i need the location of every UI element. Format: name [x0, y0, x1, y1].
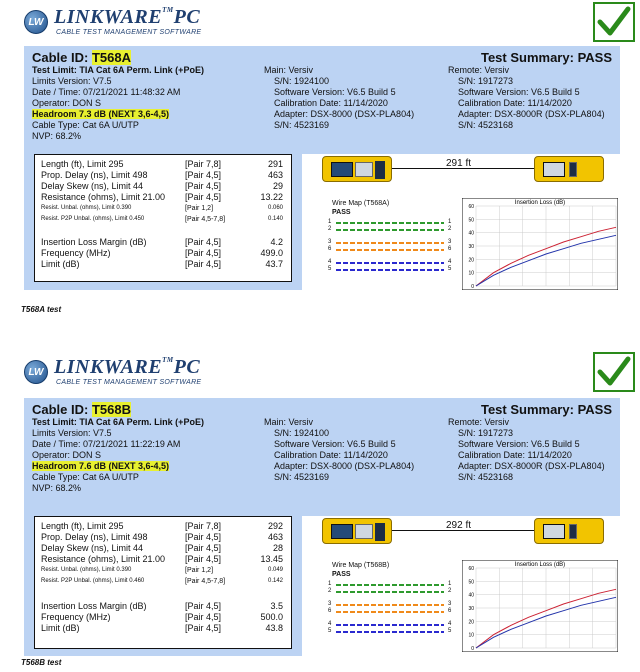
insertion-loss-chart	[462, 560, 618, 652]
wire-pin-left: 5	[328, 266, 332, 272]
measurement-value: 291	[267, 159, 283, 169]
green-checkmark-icon	[593, 2, 635, 42]
wire-pin-left: 5	[328, 628, 332, 634]
measurement-label: Prop. Delay (ns), Limit 498	[41, 170, 148, 180]
cable-id: Cable ID: T568A	[32, 50, 131, 65]
wire-pin-right: 5	[448, 266, 452, 272]
wire-pair-line	[336, 584, 444, 586]
chart-ytick-label: 50	[468, 217, 474, 224]
margin-pair: [Pair 4,5]	[185, 237, 222, 247]
remote-tester-icon	[534, 518, 604, 544]
measurement-pair: [Pair 7,8]	[185, 159, 222, 169]
wire-pin-right: 2	[448, 588, 452, 594]
wire-pin-left: 1	[328, 219, 332, 225]
measurement-value: 28	[272, 543, 283, 553]
brand-subtitle: CABLE TEST MANAGEMENT SOFTWARE	[56, 29, 202, 36]
operator: Operator: DON S	[32, 98, 102, 108]
wire-pin-left: 4	[328, 621, 332, 627]
wire-pin-left: 3	[328, 239, 332, 245]
wire-pair-line	[336, 631, 444, 633]
logo-header	[18, 350, 635, 392]
chart-ytick-label: 0	[471, 284, 474, 290]
headroom: Headroom 7.6 dB (NEXT 3,6-4,5)	[32, 461, 170, 471]
measurement-value: 13.22	[260, 192, 283, 202]
main-info-line: Main: Versiv	[264, 417, 314, 427]
measurement-pair: [Pair 4,5]	[185, 192, 222, 202]
date-time: Date / Time: 07/21/2021 11:22:19 AM	[32, 439, 181, 449]
logo-header	[18, 0, 635, 42]
graphics-area	[302, 154, 620, 290]
wire-map	[328, 218, 454, 284]
measurement-label: Delay Skew (ns), Limit 44	[41, 181, 144, 191]
measurement-pair: [Pair 1,2]	[185, 205, 214, 212]
measurement-pair: [Pair 4,5]	[185, 181, 222, 191]
measurements-table	[34, 154, 292, 282]
wire-pair-line	[336, 611, 444, 613]
margin-label: Insertion Loss Margin (dB)	[41, 237, 147, 247]
brand-name: LINKWARE™PC	[54, 356, 201, 378]
wire-pin-right: 1	[448, 219, 452, 225]
measurement-value: 0.140	[267, 216, 283, 222]
remote-info-line: Calibration Date: 11/14/2020	[458, 450, 572, 460]
report-panel	[24, 398, 620, 656]
wire-pin-left: 2	[328, 588, 332, 594]
wire-pin-left: 2	[328, 226, 332, 232]
linkware-logo-icon: LW	[24, 10, 48, 34]
limits-version: Limits Version: V7.5	[32, 76, 112, 86]
test-limit: Test Limit: TIA Cat 6A Perm. Link (+PoE)	[32, 417, 204, 427]
measurement-value: 463	[267, 170, 283, 180]
main-info-line: S/N: 4523169	[274, 472, 330, 482]
margin-pair: [Pair 4,5]	[185, 601, 222, 611]
margin-label: Limit (dB)	[41, 259, 80, 269]
operator: Operator: DON S	[32, 450, 102, 460]
report-panel	[24, 46, 620, 290]
measurement-label: Length (ft), Limit 295	[41, 159, 124, 169]
nvp: NVP: 68.2%	[32, 483, 82, 493]
margin-pair: [Pair 4,5]	[185, 259, 222, 269]
wire-pair-line	[336, 249, 444, 251]
measurement-label: Resist. Unbal. (ohms), Limit 0.390	[41, 567, 132, 573]
chart-frame	[462, 198, 618, 290]
main-info-line: Software Version: V6.5 Build 5	[274, 439, 396, 449]
remote-info-line: S/N: 1917273	[458, 76, 514, 86]
measurement-pair: [Pair 4,5]	[185, 170, 222, 180]
wire-pin-left: 3	[328, 601, 332, 607]
measurement-value: 292	[267, 521, 283, 531]
chart-ytick-label: 60	[468, 566, 474, 572]
wire-pin-right: 4	[448, 621, 452, 627]
wiremap-title: Wire Map (T568B)	[332, 562, 390, 569]
remote-info-line: Adapter: DSX-8000R (DSX-PLA804)	[458, 461, 605, 471]
measurements-table	[34, 516, 292, 649]
remote-info-line: Software Version: V6.5 Build 5	[458, 87, 580, 97]
wire-pair-line	[336, 591, 444, 593]
report-caption: T568B test	[21, 658, 62, 667]
margin-value: 4.2	[270, 237, 283, 247]
measurement-value: 29	[272, 181, 283, 191]
chart-ytick-label: 20	[468, 619, 474, 626]
chart-ytick-label: 20	[468, 257, 474, 264]
cable-type: Cable Type: Cat 6A U/UTP	[32, 120, 139, 130]
wire-pin-right: 3	[448, 601, 452, 607]
main-info-line: Calibration Date: 11/14/2020	[274, 450, 388, 460]
chart-ytick-label: 40	[468, 592, 474, 599]
measurement-value: 0.060	[267, 205, 283, 211]
test-report	[18, 0, 635, 314]
chart-ytick-label: 30	[468, 244, 474, 250]
date-time: Date / Time: 07/21/2021 11:48:32 AM	[32, 87, 181, 97]
remote-info-line: Remote: Versiv	[448, 65, 510, 75]
measurement-label: Length (ft), Limit 295	[41, 521, 124, 531]
wire-pin-right: 4	[448, 259, 452, 265]
chart-ytick-label: 10	[468, 270, 474, 277]
margin-pair: [Pair 4,5]	[185, 623, 222, 633]
cable-type: Cable Type: Cat 6A U/UTP	[32, 472, 139, 482]
nvp: NVP: 68.2%	[32, 131, 82, 141]
main-tester-icon	[322, 156, 392, 182]
margin-label: Frequency (MHz)	[41, 612, 111, 622]
main-info-line: S/N: 1924100	[274, 76, 330, 86]
measurement-label: Resistance (ohms), Limit 21.00	[41, 554, 166, 564]
margin-value: 500.0	[260, 612, 283, 622]
wire-pin-left: 6	[328, 608, 332, 614]
measurement-pair: [Pair 4,5-7,8]	[185, 216, 226, 223]
wire-pair-line	[336, 242, 444, 244]
wire-pin-right: 2	[448, 226, 452, 232]
graphics-area	[302, 516, 620, 656]
main-info-line: S/N: 4523169	[274, 120, 330, 130]
margin-value: 3.5	[270, 601, 283, 611]
remote-tester-icon	[534, 156, 604, 182]
remote-info-line: S/N: 1917273	[458, 428, 514, 438]
length-display: 292 ft	[446, 520, 472, 531]
measurement-pair: [Pair 1,2]	[185, 567, 214, 574]
test-summary: Test Summary: PASS	[480, 402, 612, 417]
main-info-line: Adapter: DSX-8000 (DSX-PLA804)	[274, 109, 415, 119]
wire-pin-right: 1	[448, 581, 452, 587]
cable-id: Cable ID: T568B	[32, 402, 131, 417]
remote-info-line: S/N: 4523168	[458, 120, 514, 130]
measurement-label: Resist. P2P Unbal. (ohms), Limit 0.460	[41, 578, 145, 584]
length-display: 291 ft	[446, 158, 472, 169]
test-summary: Test Summary: PASS	[480, 50, 612, 65]
remote-info-line: Software Version: V6.5 Build 5	[458, 439, 580, 449]
measurement-pair: [Pair 4,5]	[185, 543, 222, 553]
green-checkmark-icon	[593, 352, 635, 392]
chart-title: Insertion Loss (dB)	[514, 200, 566, 206]
wire-map	[328, 580, 454, 646]
chart-ytick-label: 30	[468, 606, 474, 612]
main-info-line: S/N: 1924100	[274, 428, 330, 438]
wire-pair-line	[336, 624, 444, 626]
chart-ytick-label: 10	[468, 632, 474, 639]
measurement-pair: [Pair 4,5]	[185, 554, 222, 564]
measurement-value: 0.142	[267, 578, 283, 584]
wire-pin-left: 1	[328, 581, 332, 587]
margin-pair: [Pair 4,5]	[185, 612, 222, 622]
brand-name: LINKWARE™PC	[54, 6, 201, 28]
measurement-value: 463	[267, 532, 283, 542]
margin-value: 43.7	[265, 259, 283, 269]
measurement-value: 13.45	[260, 554, 283, 564]
test-report	[18, 350, 635, 667]
main-info-line: Main: Versiv	[264, 65, 314, 75]
measurement-label: Resist. Unbal. (ohms), Limit 0.390	[41, 205, 132, 211]
margin-label: Insertion Loss Margin (dB)	[41, 601, 147, 611]
chart-title: Insertion Loss (dB)	[514, 562, 566, 568]
wire-pin-right: 6	[448, 608, 452, 614]
measurement-value: 0.049	[267, 567, 283, 573]
measurement-label: Prop. Delay (ns), Limit 498	[41, 532, 148, 542]
remote-info-line: Calibration Date: 11/14/2020	[458, 98, 572, 108]
wire-pair-line	[336, 222, 444, 224]
limits-version: Limits Version: V7.5	[32, 428, 112, 438]
margin-label: Limit (dB)	[41, 623, 80, 633]
linkware-logo-icon: LW	[24, 360, 48, 384]
chart-frame	[462, 560, 618, 652]
chart-ytick-label: 60	[468, 204, 474, 210]
wire-pin-left: 6	[328, 246, 332, 252]
wire-pair-line	[336, 262, 444, 264]
wire-pair-line	[336, 604, 444, 606]
wiremap-status: PASS	[332, 571, 351, 578]
chart-ytick-label: 40	[468, 230, 474, 237]
wire-pair-line	[336, 269, 444, 271]
wiremap-status: PASS	[332, 209, 351, 216]
remote-info-line: Adapter: DSX-8000R (DSX-PLA804)	[458, 109, 605, 119]
chart-ytick-label: 50	[468, 579, 474, 586]
main-info-line: Calibration Date: 11/14/2020	[274, 98, 388, 108]
wire-pin-right: 3	[448, 239, 452, 245]
insertion-loss-chart	[462, 198, 618, 290]
measurement-pair: [Pair 4,5-7,8]	[185, 578, 226, 585]
test-limit: Test Limit: TIA Cat 6A Perm. Link (+PoE)	[32, 65, 204, 75]
wire-pin-right: 6	[448, 246, 452, 252]
wiremap-title: Wire Map (T568A)	[332, 200, 390, 207]
measurement-label: Resistance (ohms), Limit 21.00	[41, 192, 166, 202]
chart-ytick-label: 0	[471, 646, 474, 652]
measurement-label: Delay Skew (ns), Limit 44	[41, 543, 144, 553]
measurement-label: Resist. P2P Unbal. (ohms), Limit 0.450	[41, 216, 145, 222]
main-tester-icon	[322, 518, 392, 544]
main-info-line: Adapter: DSX-8000 (DSX-PLA804)	[274, 461, 415, 471]
margin-value: 43.8	[265, 623, 283, 633]
main-info-line: Software Version: V6.5 Build 5	[274, 87, 396, 97]
remote-info-line: Remote: Versiv	[448, 417, 510, 427]
brand-subtitle: CABLE TEST MANAGEMENT SOFTWARE	[56, 379, 202, 386]
report-caption: T568A test	[21, 305, 62, 314]
margin-label: Frequency (MHz)	[41, 248, 111, 258]
wire-pair-line	[336, 229, 444, 231]
measurement-pair: [Pair 4,5]	[185, 532, 222, 542]
headroom: Headroom 7.3 dB (NEXT 3,6-4,5)	[32, 109, 170, 119]
measurement-pair: [Pair 7,8]	[185, 521, 222, 531]
wire-pin-left: 4	[328, 259, 332, 265]
margin-value: 499.0	[260, 248, 283, 258]
margin-pair: [Pair 4,5]	[185, 248, 222, 258]
wire-pin-right: 5	[448, 628, 452, 634]
remote-info-line: S/N: 4523168	[458, 472, 514, 482]
